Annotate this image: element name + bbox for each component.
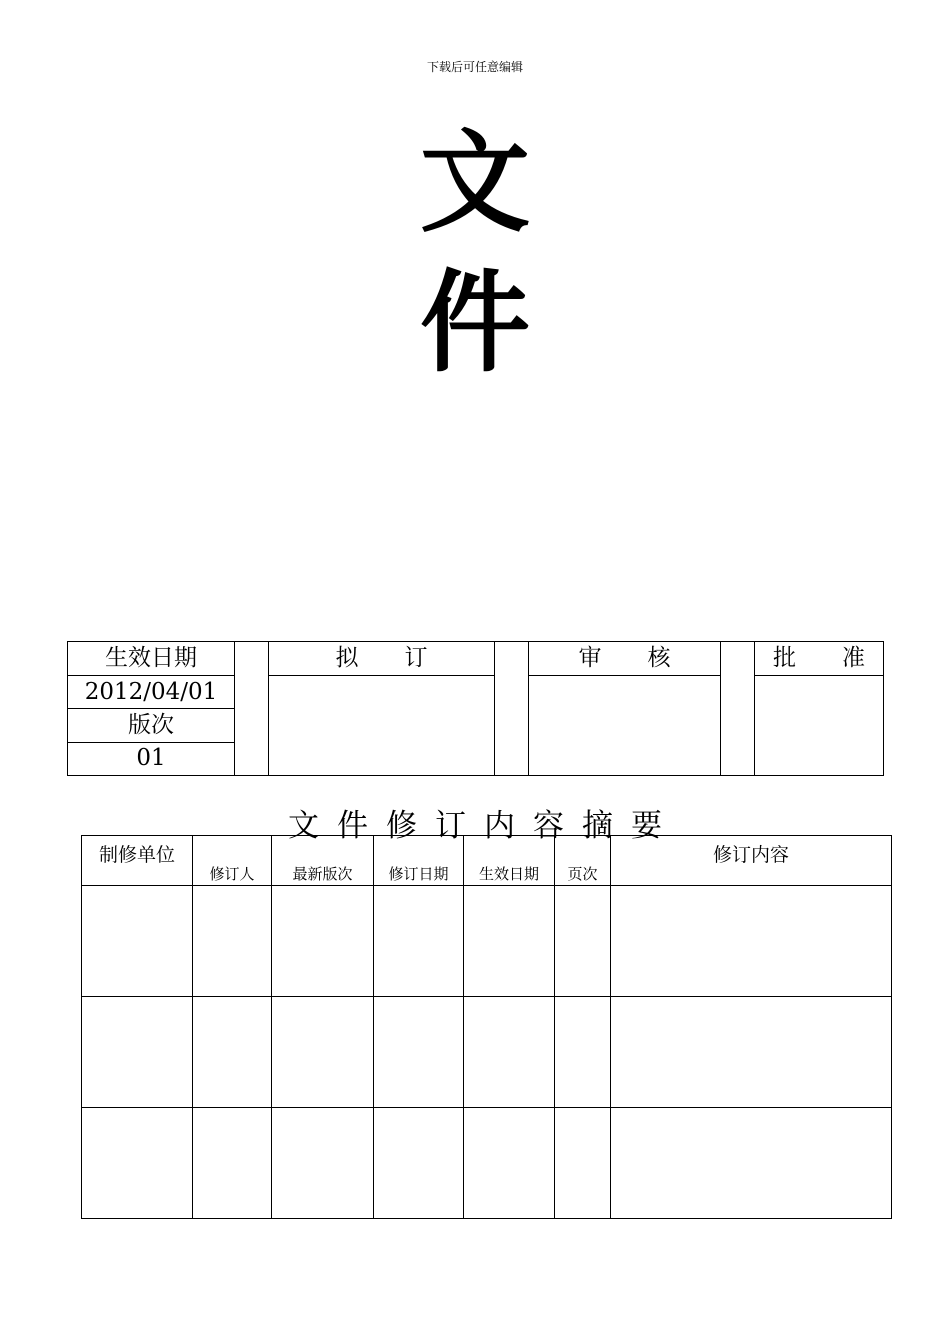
table-cell <box>555 886 611 997</box>
table-cell <box>272 997 374 1108</box>
drafted-label: 拟 订 <box>269 642 495 676</box>
header-note: 下载后可任意编辑 <box>426 60 523 74</box>
table-row <box>82 997 892 1108</box>
table-cell <box>193 997 272 1108</box>
table-row <box>82 1108 892 1219</box>
table-cell <box>272 886 374 997</box>
table-cell <box>82 997 193 1108</box>
header-reviser: 修订人 <box>193 836 272 886</box>
version-value: 01 <box>68 742 235 775</box>
table-cell <box>555 997 611 1108</box>
header-effective-date: 生效日期 <box>464 836 555 886</box>
table-row <box>82 886 892 997</box>
version-label: 版次 <box>68 709 235 742</box>
header-content: 修订内容 <box>611 836 892 886</box>
table-cell <box>82 1108 193 1219</box>
reviewed-signature-cell <box>529 676 721 776</box>
table-cell <box>82 886 193 997</box>
header-revision-date: 修订日期 <box>374 836 464 886</box>
drafted-signature-cell <box>269 676 495 776</box>
table-cell <box>374 997 464 1108</box>
table-cell <box>374 1108 464 1219</box>
approved-label: 批 准 <box>755 642 884 676</box>
table-cell <box>193 886 272 997</box>
approval-spacer <box>235 642 269 776</box>
header-pages: 页次 <box>555 836 611 886</box>
table-cell <box>611 886 892 997</box>
approved-signature-cell <box>755 676 884 776</box>
table-cell <box>464 886 555 997</box>
table-cell <box>611 997 892 1108</box>
table-cell <box>272 1108 374 1219</box>
table-cell <box>611 1108 892 1219</box>
approval-spacer <box>495 642 529 776</box>
revision-summary-title: 文件修订内容摘要 <box>288 808 680 844</box>
revision-table <box>81 835 892 1219</box>
table-cell <box>464 997 555 1108</box>
table-cell <box>193 1108 272 1219</box>
header-unit: 制修单位 <box>82 836 193 886</box>
table-cell <box>555 1108 611 1219</box>
approval-spacer <box>721 642 755 776</box>
document-title-char-1: 文 <box>420 119 530 247</box>
document-title-char-2: 件 <box>420 259 530 387</box>
header-latest-version: 最新版次 <box>272 836 374 886</box>
reviewed-label: 审 核 <box>529 642 721 676</box>
effective-date-label: 生效日期 <box>68 642 235 676</box>
approval-table <box>67 641 884 776</box>
table-cell <box>374 886 464 997</box>
effective-date-value: 2012/04/01 <box>68 676 235 709</box>
table-cell <box>464 1108 555 1219</box>
